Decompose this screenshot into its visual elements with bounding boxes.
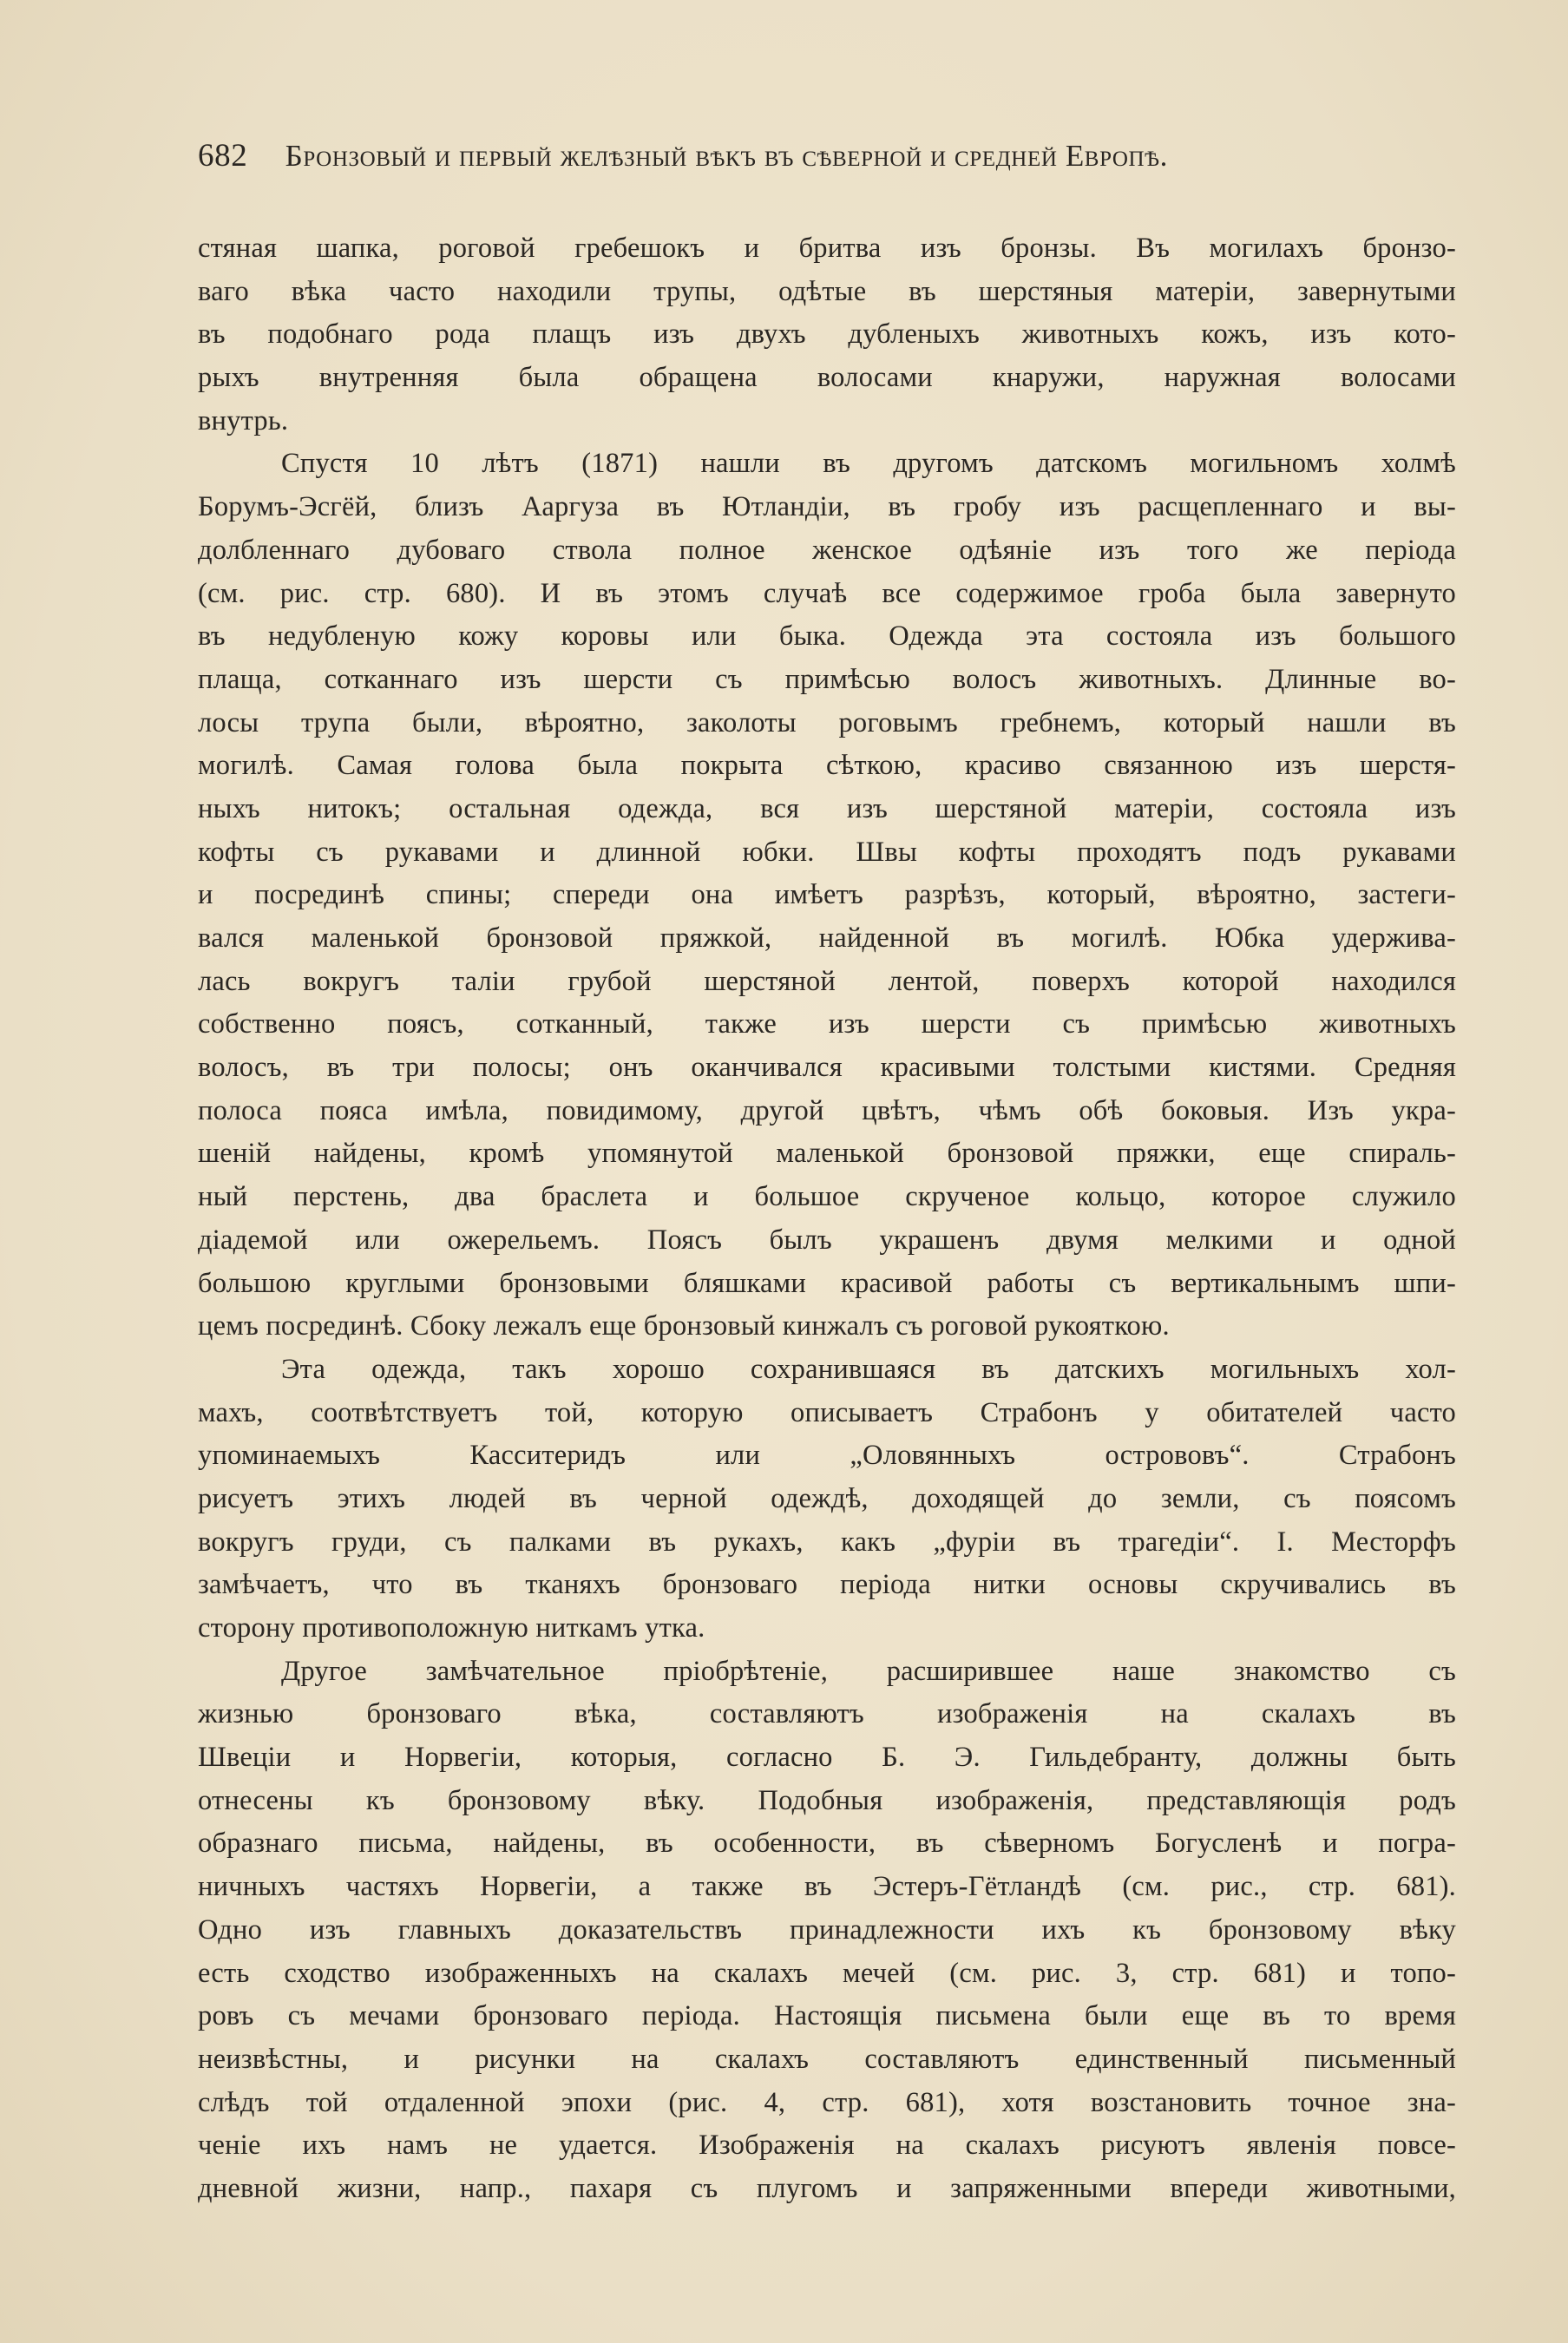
text-line: вокругъ груди, съ палками въ рукахъ, какъ „фуріи въ трагедіи“. І. Месторфъ (198, 1526, 1456, 1558)
text-line: есть сходство изображенныхъ на скалахъ мечей (см. рис. 3, стр. 681) и топо- (198, 1957, 1456, 1989)
text-line: собственно поясъ, сотканный, также изъ шерсти съ примѣсью животныхъ (198, 1008, 1456, 1040)
text-line: плаща, сотканнаго изъ шерсти съ примѣсью волосъ животныхъ. Длинные во- (198, 663, 1456, 695)
text-line: могилѣ. Самая голова была покрыта сѣткою, красиво связанною изъ шерстя- (198, 750, 1456, 782)
text-line: неизвѣстны, и рисунки на скалахъ составляютъ единственный письменный (198, 2043, 1456, 2075)
paragraph-start-line: Эта одежда, такъ хорошо сохранившаяся въ датскихъ могильныхъ хол- (281, 1353, 1456, 1385)
paragraph-start-line: Спустя 10 лѣтъ (1871) нашли въ другомъ датскомъ могильномъ холмѣ (281, 448, 1456, 480)
text-line: дневной жизни, напр., пахаря съ плугомъ и запряженными впереди животными, (198, 2172, 1456, 2204)
text-line: (см. рис. стр. 680). И въ этомъ случаѣ все содержимое гроба была завернуто (198, 577, 1456, 609)
running-head (198, 137, 1465, 189)
text-line: большою круглыми бронзовыми бляшками красивой работы съ вертикальнымъ шпи- (198, 1267, 1456, 1299)
text-line: волосъ, въ три полосы; онъ оканчивался красивыми толстыми кистями. Средняя (198, 1052, 1456, 1084)
text-line: ваго вѣка часто находили трупы, одѣтые въ шерстяныя матеріи, завернутыми (198, 275, 1456, 307)
text-line: ровъ съ мечами бронзоваго періода. Настоящія письмена были еще въ то время (198, 2000, 1456, 2032)
text-line: лась вокругъ таліи грубой шерстяной лентой, поверхъ которой находился (198, 965, 1456, 997)
paragraph-start-line: Другое замѣчательное пріобрѣтеніе, расширившее наше знакомство съ (281, 1655, 1456, 1687)
text-line: кофты съ рукавами и длинной юбки. Швы кофты проходятъ подъ рукавами (198, 836, 1456, 868)
text-line: внутрь. (198, 404, 289, 436)
text-line: Борумъ-Эсгёй, близъ Ааргуза въ Ютландіи, въ гробу изъ расщепленнаго и вы- (198, 491, 1456, 523)
text-line: махъ, соотвѣтствуетъ той, которую описываетъ Страбонъ у обитателей часто (198, 1396, 1456, 1428)
page-number: 682 (198, 138, 248, 174)
text-line: рыхъ внутренняя была обращена волосами кнаружи, наружная волосами (198, 362, 1456, 394)
text-line: слѣдъ той отдаленной эпохи (рис. 4, стр. 681), хотя возстановить точное зна- (198, 2086, 1456, 2118)
text-line: Одно изъ главныхъ доказательствъ принадлежности ихъ къ бронзовому вѣку (198, 1913, 1456, 1946)
text-line: въ недубленую кожу коровы или быка. Одежда эта состояла изъ большого (198, 620, 1456, 653)
text-line: ный перстень, два браслета и большое скрученое кольцо, которое служило (198, 1181, 1456, 1213)
text-line: діадемой или ожерельемъ. Поясъ былъ украшенъ двумя мелкими и одной (198, 1224, 1456, 1256)
text-line: сторону противоположную ниткамъ утка. (198, 1612, 705, 1644)
text-line: цемъ посрединѣ. Сбоку лежалъ еще бронзовый кинжалъ съ роговой рукояткою. (198, 1310, 1170, 1342)
text-line: жизнью бронзоваго вѣка, составляютъ изображенія на скалахъ въ (198, 1698, 1456, 1730)
running-head-title: Бронзовый и первый желѣзный вѣкъ въ сѣверной и средней Европѣ. (285, 139, 1168, 173)
text-line: Швеціи и Норвегіи, которыя, согласно Б. Э. Гильдебранту, должны быть (198, 1742, 1456, 1774)
text-line: ныхъ нитокъ; остальная одежда, вся изъ шерстяной матеріи, состояла изъ (198, 792, 1456, 824)
text-line: замѣчаетъ, что въ тканяхъ бронзоваго періода нитки основы скручивались въ (198, 1569, 1456, 1601)
text-line: лосы трупа были, вѣроятно, заколоты роговымъ гребнемъ, который нашли въ (198, 706, 1456, 738)
text-line: вался маленькой бронзовой пряжкой, найденной въ могилѣ. Юбка удержива- (198, 922, 1456, 954)
text-line: стяная шапка, роговой гребешокъ и бритва изъ бронзы. Въ могилахъ бронзо- (198, 233, 1456, 264)
text-line: ченіе ихъ намъ не удается. Изображенія на скалахъ рисуютъ явленія повсе- (198, 2130, 1456, 2162)
text-line: полоса пояса имѣла, повидимому, другой цвѣтъ, чѣмъ обѣ боковыя. Изъ укра- (198, 1094, 1456, 1126)
text-line: ничныхъ частяхъ Норвегіи, а также въ Эстеръ-Гётландѣ (см. рис., стр. 681). (198, 1871, 1456, 1903)
text-line: отнесены къ бронзовому вѣку. Подобныя изображенія, представляющія родъ (198, 1784, 1456, 1816)
body-text (198, 227, 1456, 2211)
text-line: шеній найдены, кромѣ упомянутой маленькой бронзовой пряжки, еще спираль- (198, 1138, 1456, 1170)
text-line: долбленнаго дубоваго ствола полное женское одѣяніе изъ того же періода (198, 534, 1456, 566)
text-line: образнаго письма, найдены, въ особенности, въ сѣверномъ Богусленѣ и погра- (198, 1828, 1456, 1860)
text-line: и посрединѣ спины; спереди она имѣетъ разрѣзъ, который, вѣроятно, застеги- (198, 879, 1456, 911)
text-line: упоминаемыхъ Касситеридъ или „Оловянныхъ острововъ“. Страбонъ (198, 1440, 1456, 1472)
text-line: рисуетъ этихъ людей въ черной одеждѣ, доходящей до земли, съ поясомъ (198, 1482, 1456, 1514)
text-line: въ подобнаго рода плащъ изъ двухъ дубленыхъ животныхъ кожъ, изъ кото- (198, 318, 1456, 351)
